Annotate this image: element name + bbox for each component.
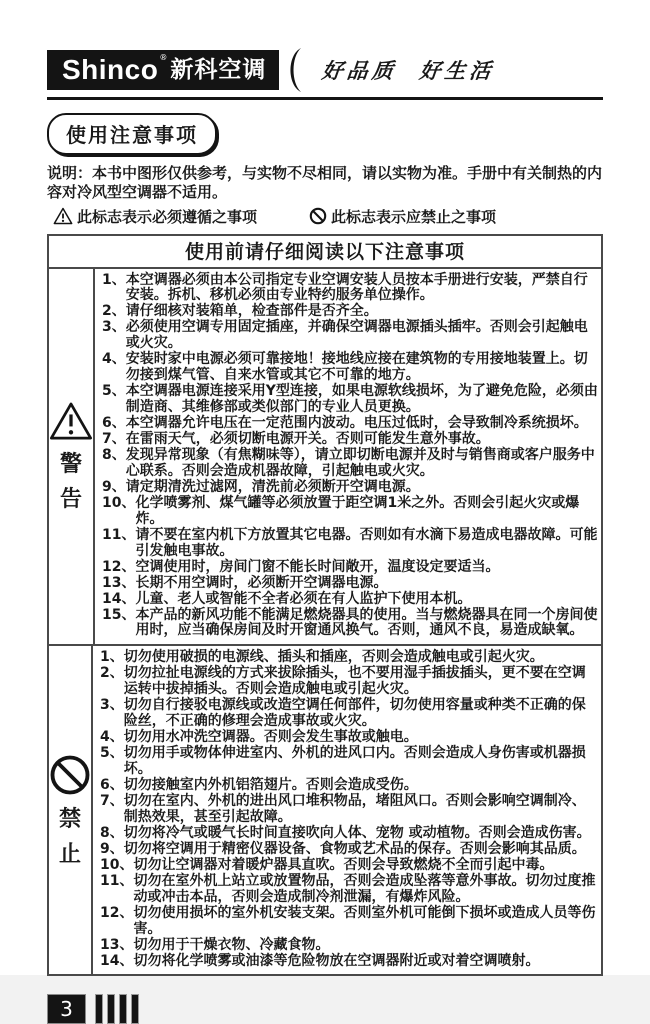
item-text: 发现异常现象（有焦糊味等），请立即切断电源并及时与销售商或客户服务中心联系。否则会造成机器故障，引起触电或火灾。 — [125, 446, 595, 479]
warning-item — [102, 496, 598, 528]
item-number: 6、 — [102, 415, 126, 432]
prohibit-side-label — [49, 646, 93, 974]
warning-item — [102, 273, 598, 305]
warning-triangle-icon — [53, 207, 73, 225]
item-number: 4、 — [100, 729, 124, 746]
brand-header — [47, 50, 603, 100]
item-number: 7、 — [100, 793, 124, 809]
prohibit-items — [93, 646, 601, 974]
prohibit-item — [100, 746, 598, 778]
prohibit-item — [100, 778, 598, 794]
item-number: 9、 — [100, 840, 124, 857]
prohibit-item — [100, 730, 598, 746]
prohibit-icon — [49, 754, 91, 796]
item-text: 切勿用手或物体伸进室内、外机的进风口内。否则会造成人身伤害或机器损坏。 — [123, 745, 586, 778]
page-title: 使用注意事项 — [47, 113, 217, 155]
item-number: 8、 — [100, 824, 124, 841]
item-number: 5、 — [102, 383, 126, 400]
warning-label-char: 告 — [59, 487, 82, 513]
item-text: 请仔细核对装箱单，检查部件是否齐全。 — [125, 303, 378, 320]
item-number: 4、 — [102, 351, 126, 368]
item-text: 空调使用时，房间门窗不能长时间敞开，温度设定要适当。 — [135, 558, 500, 575]
footer-bars — [95, 994, 139, 1024]
legend-prohibited-label: 此标志表示应禁止之事项 — [331, 207, 497, 226]
warning-item — [102, 608, 598, 640]
warning-item — [102, 304, 598, 320]
item-text: 切勿在室内、外机的进出风口堆积物品，堵阻风口。否则会影响空调制冷、制热效果，甚至引起故障。 — [123, 793, 586, 825]
item-number: 2、 — [102, 303, 126, 320]
item-text: 切勿将冷气或暖气长时间直接吹向人体、宠物 或动植物。否则会造成伤害。 — [123, 824, 591, 841]
item-text: 请定期清洗过滤网，清洗前必须断开空调电源。 — [125, 478, 420, 495]
warning-item — [102, 480, 598, 496]
item-text: 请不要在室内机下方放置其它电器。否则如有水滴下易造成电器故障。可能引发触电事故。 — [135, 526, 598, 559]
prohibit-row — [49, 646, 601, 974]
warning-items — [95, 269, 601, 645]
legend-prohibited — [309, 206, 496, 227]
item-number: 5、 — [100, 745, 124, 762]
warning-row — [49, 269, 601, 647]
prohibit-item — [100, 954, 598, 970]
prohibit-item — [100, 858, 598, 874]
prohibit-item — [100, 698, 598, 730]
item-text: 切勿用于干燥衣物、冷藏食物。 — [133, 936, 330, 953]
prohibit-item — [100, 938, 598, 954]
registered-mark: ® — [159, 53, 168, 62]
item-number: 7、 — [102, 431, 126, 448]
item-text: 本产品的新风功能不能满足燃烧器具的使用。当与燃烧器具在同一个房间使用时，应当确保房间及时开窗通风换气。否则，通风不良，易造成缺氧。 — [135, 606, 598, 639]
item-text: 切勿让空调器对着暖炉器具直吹。否则会导致燃烧不全而引起中毒。 — [133, 856, 554, 873]
item-text: 长期不用空调时，必须断开空调器电源。 — [135, 574, 388, 591]
footer-bar — [119, 994, 127, 1024]
notice-table — [47, 234, 603, 977]
item-number: 9、 — [102, 478, 126, 495]
warning-item — [102, 384, 598, 416]
item-number: 12、 — [100, 904, 134, 921]
warning-triangle-icon — [49, 401, 93, 441]
item-number: 15、 — [102, 606, 136, 623]
warning-item — [102, 528, 598, 560]
item-text: 切勿将空调用于精密仪器设备、食物或艺术品的保存。否则会影响其品质。 — [123, 840, 586, 857]
shinco-logo — [47, 50, 279, 90]
item-number: 10、 — [102, 494, 136, 511]
item-text: 切勿接触室内外机铝箔翅片。否则会造成受伤。 — [123, 777, 418, 794]
logo-wordmark: Shinco — [62, 54, 159, 85]
page-footer — [47, 994, 603, 1024]
prohibit-icon — [309, 207, 327, 225]
item-number: 1、 — [102, 271, 126, 288]
item-text: 本空调器电源连接采用Y型连接，如果电源软线损坏，为了避免危险，必须由制造商、其维修部或类似部门的专业人员更换。 — [125, 383, 598, 416]
item-number: 11、 — [102, 526, 136, 543]
warning-item — [102, 560, 598, 576]
warning-item — [102, 448, 598, 480]
item-text: 切勿将化学喷雾或油漆等危险物放在空调器附近或对着空调喷射。 — [133, 952, 540, 969]
warning-item — [102, 592, 598, 608]
item-number: 3、 — [100, 697, 124, 714]
warning-label-char: 警 — [59, 452, 82, 478]
item-text: 本空调器必须由本公司指定专业空调安装人员按本手册进行安装，严禁自行安装。拆机、移机必须由专业特约服务单位操作。 — [125, 271, 588, 304]
prohibit-item — [100, 666, 598, 698]
legend — [53, 206, 603, 227]
footer-bar — [95, 994, 103, 1024]
legend-must-follow-label: 此标志表示必须遵循之事项 — [77, 207, 258, 226]
item-text: 切勿在室外机上站立或放置物品，否则会造成坠落等意外事故。切勿过度推动或冲击本品，否则会造成制冷剂泄漏，有爆炸风险。 — [133, 872, 596, 905]
warning-item — [102, 416, 598, 432]
prohibit-item — [100, 874, 598, 906]
prohibit-label-char: 止 — [58, 842, 81, 868]
logo-band — [47, 50, 603, 90]
prohibit-label-char: 禁 — [58, 807, 81, 833]
footer-bar — [107, 994, 115, 1024]
item-text: 必须使用空调专用固定插座，并确保空调器电源插头插牢。否则会引起触电或火灾。 — [125, 319, 588, 352]
item-number: 3、 — [102, 319, 126, 336]
item-text: 在雷雨天气，必须切断电源开关。否则可能发生意外事故。 — [125, 431, 490, 448]
prohibit-item — [100, 906, 598, 938]
prohibit-item — [100, 842, 598, 858]
item-text: 化学喷雾剂、煤气罐等必须放置于距空调1米之外。否则会引起火灾或爆炸。 — [135, 494, 580, 527]
note-text: 说明：本书中图形仅供参考，与实物不尽相同，请以实物为准。手册中有关制热的内容对冷风型空调器不适用。 — [47, 164, 603, 201]
item-number: 11、 — [100, 872, 134, 889]
logo-chinese-name: 新科空调 — [170, 56, 267, 83]
notice-table-title: 使用前请仔细阅读以下注意事项 — [49, 236, 601, 269]
item-number: 2、 — [100, 665, 124, 682]
prohibit-item — [100, 650, 598, 666]
prohibit-item — [100, 826, 598, 842]
item-text: 儿童、老人或智能不全者必须在有人监护下使用本机。 — [135, 590, 472, 607]
item-text: 切勿自行接驳电源线或改造空调任何部件，切勿使用容量或种类不正确的保险丝，不正确的修理会造成事故或火灾。 — [123, 697, 586, 730]
item-text: 切勿拉扯电源线的方式来拔除插头，也不要用湿手插拔插头，更不要在空调运转中拔掉插头。否则会造成触电或引起火灾。 — [123, 665, 586, 698]
page-number: 3 — [47, 994, 86, 1024]
item-number: 6、 — [100, 777, 124, 794]
crescent-decoration-icon — [286, 48, 306, 92]
warning-item — [102, 320, 598, 352]
legend-must-follow — [53, 206, 257, 227]
prohibit-item — [100, 794, 598, 826]
warning-item — [102, 352, 598, 384]
header-divider — [47, 97, 603, 100]
footer-bar — [131, 994, 139, 1024]
item-number: 13、 — [100, 936, 134, 953]
item-text: 安装时家中电源必须可靠接地！接地线应接在建筑物的专用接地装置上。切勿接到煤气管、自来水管或其它不可靠的地方。 — [125, 351, 588, 384]
item-text: 本空调器允许电压在一定范围内波动。电压过低时，会导致制冷系统损坏。 — [125, 415, 588, 432]
item-number: 8、 — [102, 446, 126, 463]
item-number: 12、 — [102, 558, 136, 575]
warning-item — [102, 432, 598, 448]
item-text: 切勿用水冲洗空调器。否则会发生事故或触电。 — [123, 729, 418, 746]
item-text: 切勿使用损坏的室外机安装支架。否则室外机可能倒下损坏或造成人员等伤害。 — [133, 904, 596, 937]
item-number: 14、 — [102, 590, 136, 607]
warning-side-label — [49, 269, 95, 645]
item-number: 10、 — [100, 856, 134, 873]
warning-item — [102, 576, 598, 592]
item-number: 14、 — [100, 952, 134, 969]
item-text: 切勿使用破损的电源线、插头和插座，否则会造成触电或引起火灾。 — [123, 649, 544, 666]
item-number: 1、 — [100, 649, 124, 666]
item-number: 13、 — [102, 574, 136, 591]
brand-slogan: 好品质 好生活 — [320, 58, 497, 83]
